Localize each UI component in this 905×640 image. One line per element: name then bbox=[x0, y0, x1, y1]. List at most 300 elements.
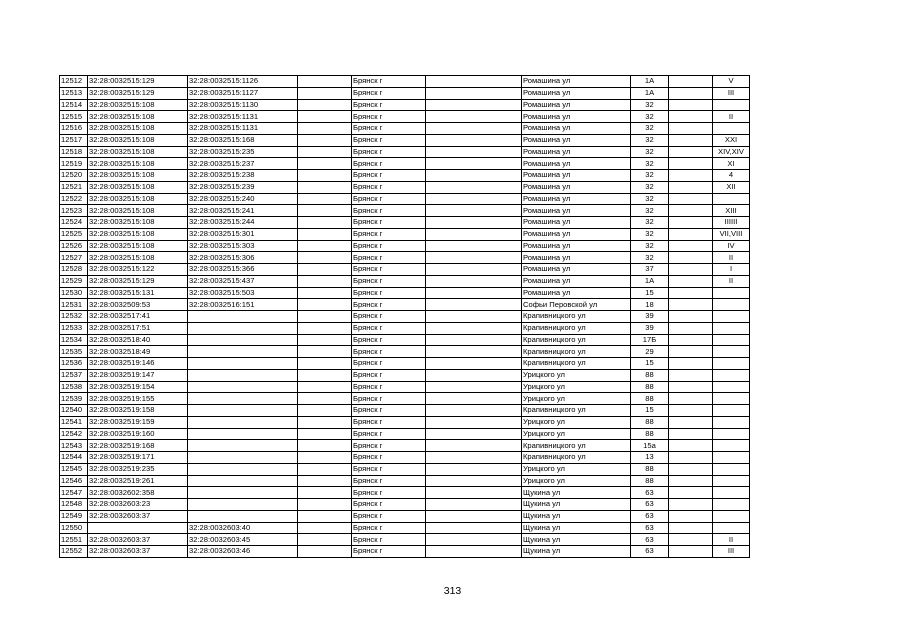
building-cell bbox=[669, 369, 713, 381]
district-cell bbox=[426, 487, 522, 499]
table-row bbox=[60, 522, 750, 534]
city-cell: Брянск г bbox=[352, 452, 426, 464]
street-cell: Софьи Перовской ул bbox=[522, 299, 631, 311]
object-cadastral-number-cell bbox=[188, 369, 298, 381]
registry-table bbox=[59, 75, 750, 558]
street-cell: Щукина ул bbox=[522, 522, 631, 534]
city-cell: Брянск г bbox=[352, 76, 426, 88]
land-cadastral-number-cell: 32:28:0032515:108 bbox=[88, 111, 188, 123]
region-cell bbox=[298, 287, 352, 299]
region-cell bbox=[298, 123, 352, 135]
table-row bbox=[60, 111, 750, 123]
district-cell bbox=[426, 522, 522, 534]
building-cell bbox=[669, 240, 713, 252]
row-number-cell: 12515 bbox=[60, 111, 88, 123]
building-cell bbox=[669, 158, 713, 170]
district-cell bbox=[426, 181, 522, 193]
land-cadastral-number-cell: 32:28:0032519:168 bbox=[88, 440, 188, 452]
region-cell bbox=[298, 475, 352, 487]
object-cadastral-number-cell bbox=[188, 393, 298, 405]
region-cell bbox=[298, 487, 352, 499]
region-cell bbox=[298, 334, 352, 346]
building-cell bbox=[669, 416, 713, 428]
city-cell: Брянск г bbox=[352, 322, 426, 334]
house-number-cell: 32 bbox=[631, 146, 669, 158]
street-cell: Урицкого ул bbox=[522, 416, 631, 428]
city-cell: Брянск г bbox=[352, 487, 426, 499]
house-number-cell: 32 bbox=[631, 240, 669, 252]
apartment-cell bbox=[713, 487, 750, 499]
street-cell: Ромашина ул bbox=[522, 111, 631, 123]
land-cadastral-number-cell: 32:28:0032515:131 bbox=[88, 287, 188, 299]
apartment-cell bbox=[713, 311, 750, 323]
land-cadastral-number-cell: 32:28:0032518:40 bbox=[88, 334, 188, 346]
table-row bbox=[60, 475, 750, 487]
district-cell bbox=[426, 405, 522, 417]
apartment-cell: XI bbox=[713, 158, 750, 170]
house-number-cell: 32 bbox=[631, 205, 669, 217]
street-cell: Ромашина ул bbox=[522, 193, 631, 205]
table-row bbox=[60, 76, 750, 88]
building-cell bbox=[669, 217, 713, 229]
city-cell: Брянск г bbox=[352, 205, 426, 217]
district-cell bbox=[426, 170, 522, 182]
city-cell: Брянск г bbox=[352, 510, 426, 522]
row-number-cell: 12543 bbox=[60, 440, 88, 452]
apartment-cell bbox=[713, 358, 750, 370]
apartment-cell bbox=[713, 334, 750, 346]
table-row bbox=[60, 299, 750, 311]
district-cell bbox=[426, 123, 522, 135]
city-cell: Брянск г bbox=[352, 99, 426, 111]
city-cell: Брянск г bbox=[352, 393, 426, 405]
street-cell: Ромашина ул bbox=[522, 87, 631, 99]
building-cell bbox=[669, 510, 713, 522]
building-cell bbox=[669, 264, 713, 276]
city-cell: Брянск г bbox=[352, 193, 426, 205]
table-row bbox=[60, 452, 750, 464]
district-cell bbox=[426, 193, 522, 205]
district-cell bbox=[426, 510, 522, 522]
region-cell bbox=[298, 252, 352, 264]
city-cell: Брянск г bbox=[352, 134, 426, 146]
land-cadastral-number-cell: 32:28:0032603:23 bbox=[88, 499, 188, 511]
table-row bbox=[60, 440, 750, 452]
table-row bbox=[60, 428, 750, 440]
apartment-cell bbox=[713, 322, 750, 334]
region-cell bbox=[298, 275, 352, 287]
building-cell bbox=[669, 205, 713, 217]
row-number-cell: 12532 bbox=[60, 311, 88, 323]
table-row bbox=[60, 393, 750, 405]
district-cell bbox=[426, 217, 522, 229]
building-cell bbox=[669, 381, 713, 393]
table-row bbox=[60, 369, 750, 381]
building-cell bbox=[669, 487, 713, 499]
apartment-cell: III bbox=[713, 87, 750, 99]
city-cell: Брянск г bbox=[352, 546, 426, 558]
land-cadastral-number-cell: 32:28:0032519:154 bbox=[88, 381, 188, 393]
object-cadastral-number-cell bbox=[188, 463, 298, 475]
row-number-cell: 12552 bbox=[60, 546, 88, 558]
table-row bbox=[60, 311, 750, 323]
street-cell: Урицкого ул bbox=[522, 393, 631, 405]
table-row bbox=[60, 287, 750, 299]
table-row bbox=[60, 487, 750, 499]
building-cell bbox=[669, 346, 713, 358]
district-cell bbox=[426, 334, 522, 346]
district-cell bbox=[426, 452, 522, 464]
apartment-cell: V bbox=[713, 76, 750, 88]
land-cadastral-number-cell: 32:28:0032515:108 bbox=[88, 123, 188, 135]
row-number-cell: 12539 bbox=[60, 393, 88, 405]
street-cell: Ромашина ул bbox=[522, 146, 631, 158]
house-number-cell: 63 bbox=[631, 522, 669, 534]
land-cadastral-number-cell: 32:28:0032515:108 bbox=[88, 146, 188, 158]
city-cell: Брянск г bbox=[352, 381, 426, 393]
district-cell bbox=[426, 393, 522, 405]
apartment-cell bbox=[713, 193, 750, 205]
city-cell: Брянск г bbox=[352, 440, 426, 452]
table-row bbox=[60, 346, 750, 358]
land-cadastral-number-cell: 32:28:0032515:129 bbox=[88, 76, 188, 88]
object-cadastral-number-cell: 32:28:0032515:241 bbox=[188, 205, 298, 217]
object-cadastral-number-cell: 32:28:0032603:40 bbox=[188, 522, 298, 534]
apartment-cell bbox=[713, 123, 750, 135]
region-cell bbox=[298, 134, 352, 146]
land-cadastral-number-cell: 32:28:0032519:261 bbox=[88, 475, 188, 487]
city-cell: Брянск г bbox=[352, 358, 426, 370]
row-number-cell: 12547 bbox=[60, 487, 88, 499]
building-cell bbox=[669, 87, 713, 99]
object-cadastral-number-cell bbox=[188, 510, 298, 522]
street-cell: Ромашина ул bbox=[522, 123, 631, 135]
district-cell bbox=[426, 76, 522, 88]
street-cell: Щукина ул bbox=[522, 546, 631, 558]
street-cell: Ромашина ул bbox=[522, 158, 631, 170]
house-number-cell: 32 bbox=[631, 252, 669, 264]
house-number-cell: 32 bbox=[631, 123, 669, 135]
street-cell: Щукина ул bbox=[522, 534, 631, 546]
house-number-cell: 63 bbox=[631, 487, 669, 499]
land-cadastral-number-cell: 32:28:0032519:235 bbox=[88, 463, 188, 475]
building-cell bbox=[669, 252, 713, 264]
object-cadastral-number-cell: 32:28:0032515:1126 bbox=[188, 76, 298, 88]
district-cell bbox=[426, 228, 522, 240]
table-row bbox=[60, 181, 750, 193]
district-cell bbox=[426, 99, 522, 111]
apartment-cell bbox=[713, 393, 750, 405]
land-cadastral-number-cell: 32:28:0032517:41 bbox=[88, 311, 188, 323]
object-cadastral-number-cell bbox=[188, 499, 298, 511]
apartment-cell: XII bbox=[713, 181, 750, 193]
row-number-cell: 12536 bbox=[60, 358, 88, 370]
row-number-cell: 12512 bbox=[60, 76, 88, 88]
city-cell: Брянск г bbox=[352, 311, 426, 323]
land-cadastral-number-cell: 32:28:0032515:108 bbox=[88, 99, 188, 111]
city-cell: Брянск г bbox=[352, 275, 426, 287]
region-cell bbox=[298, 76, 352, 88]
building-cell bbox=[669, 440, 713, 452]
house-number-cell: 15а bbox=[631, 440, 669, 452]
row-number-cell: 12540 bbox=[60, 405, 88, 417]
row-number-cell: 12518 bbox=[60, 146, 88, 158]
house-number-cell: 32 bbox=[631, 193, 669, 205]
land-cadastral-number-cell: 32:28:0032515:108 bbox=[88, 240, 188, 252]
building-cell bbox=[669, 475, 713, 487]
object-cadastral-number-cell: 32:28:0032515:1131 bbox=[188, 111, 298, 123]
row-number-cell: 12516 bbox=[60, 123, 88, 135]
district-cell bbox=[426, 499, 522, 511]
region-cell bbox=[298, 534, 352, 546]
object-cadastral-number-cell: 32:28:0032515:1127 bbox=[188, 87, 298, 99]
street-cell: Ромашина ул bbox=[522, 217, 631, 229]
district-cell bbox=[426, 381, 522, 393]
apartment-cell bbox=[713, 299, 750, 311]
table-row bbox=[60, 217, 750, 229]
street-cell: Крапивницкого ул bbox=[522, 358, 631, 370]
row-number-cell: 12514 bbox=[60, 99, 88, 111]
city-cell: Брянск г bbox=[352, 299, 426, 311]
region-cell bbox=[298, 299, 352, 311]
region-cell bbox=[298, 369, 352, 381]
house-number-cell: 17Б bbox=[631, 334, 669, 346]
land-cadastral-number-cell: 32:28:0032515:108 bbox=[88, 170, 188, 182]
object-cadastral-number-cell: 32:28:0032603:45 bbox=[188, 534, 298, 546]
house-number-cell: 39 bbox=[631, 322, 669, 334]
object-cadastral-number-cell: 32:28:0032515:1131 bbox=[188, 123, 298, 135]
city-cell: Брянск г bbox=[352, 87, 426, 99]
building-cell bbox=[669, 275, 713, 287]
house-number-cell: 37 bbox=[631, 264, 669, 276]
table-row bbox=[60, 499, 750, 511]
row-number-cell: 12524 bbox=[60, 217, 88, 229]
table-row bbox=[60, 228, 750, 240]
object-cadastral-number-cell bbox=[188, 358, 298, 370]
district-cell bbox=[426, 311, 522, 323]
region-cell bbox=[298, 240, 352, 252]
building-cell bbox=[669, 546, 713, 558]
house-number-cell: 15 bbox=[631, 405, 669, 417]
object-cadastral-number-cell: 32:28:0032515:240 bbox=[188, 193, 298, 205]
row-number-cell: 12550 bbox=[60, 522, 88, 534]
table-row bbox=[60, 123, 750, 135]
object-cadastral-number-cell bbox=[188, 428, 298, 440]
house-number-cell: 1А bbox=[631, 76, 669, 88]
district-cell bbox=[426, 158, 522, 170]
street-cell: Крапивницкого ул bbox=[522, 440, 631, 452]
city-cell: Брянск г bbox=[352, 334, 426, 346]
city-cell: Брянск г bbox=[352, 158, 426, 170]
apartment-cell bbox=[713, 99, 750, 111]
table-row bbox=[60, 334, 750, 346]
table-row bbox=[60, 193, 750, 205]
region-cell bbox=[298, 158, 352, 170]
object-cadastral-number-cell: 32:28:0032515:1130 bbox=[188, 99, 298, 111]
table-row bbox=[60, 358, 750, 370]
district-cell bbox=[426, 111, 522, 123]
house-number-cell: 32 bbox=[631, 99, 669, 111]
apartment-cell bbox=[713, 522, 750, 534]
row-number-cell: 12521 bbox=[60, 181, 88, 193]
street-cell: Крапивницкого ул bbox=[522, 322, 631, 334]
table-row bbox=[60, 240, 750, 252]
row-number-cell: 12523 bbox=[60, 205, 88, 217]
city-cell: Брянск г bbox=[352, 217, 426, 229]
apartment-cell bbox=[713, 369, 750, 381]
row-number-cell: 12551 bbox=[60, 534, 88, 546]
object-cadastral-number-cell bbox=[188, 487, 298, 499]
street-cell: Щукина ул bbox=[522, 510, 631, 522]
table-row bbox=[60, 463, 750, 475]
row-number-cell: 12517 bbox=[60, 134, 88, 146]
region-cell bbox=[298, 463, 352, 475]
region-cell bbox=[298, 87, 352, 99]
building-cell bbox=[669, 405, 713, 417]
region-cell bbox=[298, 510, 352, 522]
street-cell: Ромашина ул bbox=[522, 181, 631, 193]
object-cadastral-number-cell: 32:28:0032603:46 bbox=[188, 546, 298, 558]
object-cadastral-number-cell bbox=[188, 416, 298, 428]
district-cell bbox=[426, 534, 522, 546]
street-cell: Ромашина ул bbox=[522, 240, 631, 252]
building-cell bbox=[669, 134, 713, 146]
house-number-cell: 88 bbox=[631, 381, 669, 393]
table-row bbox=[60, 99, 750, 111]
city-cell: Брянск г bbox=[352, 123, 426, 135]
building-cell bbox=[669, 193, 713, 205]
land-cadastral-number-cell: 32:28:0032515:108 bbox=[88, 181, 188, 193]
district-cell bbox=[426, 546, 522, 558]
object-cadastral-number-cell: 32:28:0032515:168 bbox=[188, 134, 298, 146]
street-cell: Ромашина ул bbox=[522, 228, 631, 240]
region-cell bbox=[298, 416, 352, 428]
land-cadastral-number-cell: 32:28:0032519:159 bbox=[88, 416, 188, 428]
apartment-cell: II bbox=[713, 111, 750, 123]
street-cell: Крапивницкого ул bbox=[522, 452, 631, 464]
table-row bbox=[60, 252, 750, 264]
street-cell: Ромашина ул bbox=[522, 252, 631, 264]
object-cadastral-number-cell bbox=[188, 475, 298, 487]
land-cadastral-number-cell: 32:28:0032515:108 bbox=[88, 134, 188, 146]
region-cell bbox=[298, 522, 352, 534]
house-number-cell: 39 bbox=[631, 311, 669, 323]
apartment-cell bbox=[713, 405, 750, 417]
apartment-cell: II bbox=[713, 275, 750, 287]
table-row bbox=[60, 264, 750, 276]
registry-table-body bbox=[60, 76, 750, 558]
district-cell bbox=[426, 146, 522, 158]
page-number: 313 bbox=[443, 585, 462, 597]
apartment-cell bbox=[713, 346, 750, 358]
table-row bbox=[60, 158, 750, 170]
house-number-cell: 63 bbox=[631, 546, 669, 558]
city-cell: Брянск г bbox=[352, 463, 426, 475]
land-cadastral-number-cell: 32:28:0032515:108 bbox=[88, 158, 188, 170]
city-cell: Брянск г bbox=[352, 170, 426, 182]
district-cell bbox=[426, 287, 522, 299]
table-row bbox=[60, 275, 750, 287]
district-cell bbox=[426, 134, 522, 146]
house-number-cell: 88 bbox=[631, 393, 669, 405]
land-cadastral-number-cell: 32:28:0032519:158 bbox=[88, 405, 188, 417]
district-cell bbox=[426, 205, 522, 217]
region-cell bbox=[298, 181, 352, 193]
row-number-cell: 12529 bbox=[60, 275, 88, 287]
table-row bbox=[60, 170, 750, 182]
row-number-cell: 12527 bbox=[60, 252, 88, 264]
object-cadastral-number-cell bbox=[188, 405, 298, 417]
region-cell bbox=[298, 405, 352, 417]
city-cell: Брянск г bbox=[352, 428, 426, 440]
region-cell bbox=[298, 99, 352, 111]
street-cell: Урицкого ул bbox=[522, 475, 631, 487]
row-number-cell: 12531 bbox=[60, 299, 88, 311]
house-number-cell: 13 bbox=[631, 452, 669, 464]
district-cell bbox=[426, 369, 522, 381]
house-number-cell: 15 bbox=[631, 287, 669, 299]
house-number-cell: 32 bbox=[631, 170, 669, 182]
city-cell: Брянск г bbox=[352, 369, 426, 381]
object-cadastral-number-cell: 32:28:0032515:238 bbox=[188, 170, 298, 182]
apartment-cell: I bbox=[713, 264, 750, 276]
region-cell bbox=[298, 393, 352, 405]
street-cell: Ромашина ул bbox=[522, 99, 631, 111]
city-cell: Брянск г bbox=[352, 228, 426, 240]
land-cadastral-number-cell: 32:28:0032515:108 bbox=[88, 193, 188, 205]
land-cadastral-number-cell: 32:28:0032519:171 bbox=[88, 452, 188, 464]
building-cell bbox=[669, 452, 713, 464]
row-number-cell: 12534 bbox=[60, 334, 88, 346]
house-number-cell: 15 bbox=[631, 358, 669, 370]
region-cell bbox=[298, 217, 352, 229]
street-cell: Ромашина ул bbox=[522, 205, 631, 217]
apartment-cell: VII,VIII bbox=[713, 228, 750, 240]
row-number-cell: 12526 bbox=[60, 240, 88, 252]
building-cell bbox=[669, 287, 713, 299]
house-number-cell: 32 bbox=[631, 111, 669, 123]
building-cell bbox=[669, 123, 713, 135]
object-cadastral-number-cell: 32:28:0032515:303 bbox=[188, 240, 298, 252]
apartment-cell bbox=[713, 463, 750, 475]
land-cadastral-number-cell: 32:28:0032515:108 bbox=[88, 205, 188, 217]
street-cell: Ромашина ул bbox=[522, 170, 631, 182]
table-row bbox=[60, 146, 750, 158]
street-cell: Щукина ул bbox=[522, 499, 631, 511]
building-cell bbox=[669, 146, 713, 158]
region-cell bbox=[298, 205, 352, 217]
apartment-cell bbox=[713, 440, 750, 452]
land-cadastral-number-cell: 32:28:0032515:108 bbox=[88, 217, 188, 229]
district-cell bbox=[426, 358, 522, 370]
apartment-cell: IV bbox=[713, 240, 750, 252]
district-cell bbox=[426, 416, 522, 428]
apartment-cell bbox=[713, 475, 750, 487]
building-cell bbox=[669, 228, 713, 240]
city-cell: Брянск г bbox=[352, 522, 426, 534]
land-cadastral-number-cell: 32:28:0032519:147 bbox=[88, 369, 188, 381]
land-cadastral-number-cell: 32:28:0032515:122 bbox=[88, 264, 188, 276]
object-cadastral-number-cell bbox=[188, 381, 298, 393]
object-cadastral-number-cell: 32:28:0032516:151 bbox=[188, 299, 298, 311]
object-cadastral-number-cell: 32:28:0032515:437 bbox=[188, 275, 298, 287]
row-number-cell: 12519 bbox=[60, 158, 88, 170]
land-cadastral-number-cell: 32:28:0032603:37 bbox=[88, 510, 188, 522]
apartment-cell bbox=[713, 499, 750, 511]
table-row bbox=[60, 87, 750, 99]
object-cadastral-number-cell bbox=[188, 346, 298, 358]
object-cadastral-number-cell bbox=[188, 311, 298, 323]
